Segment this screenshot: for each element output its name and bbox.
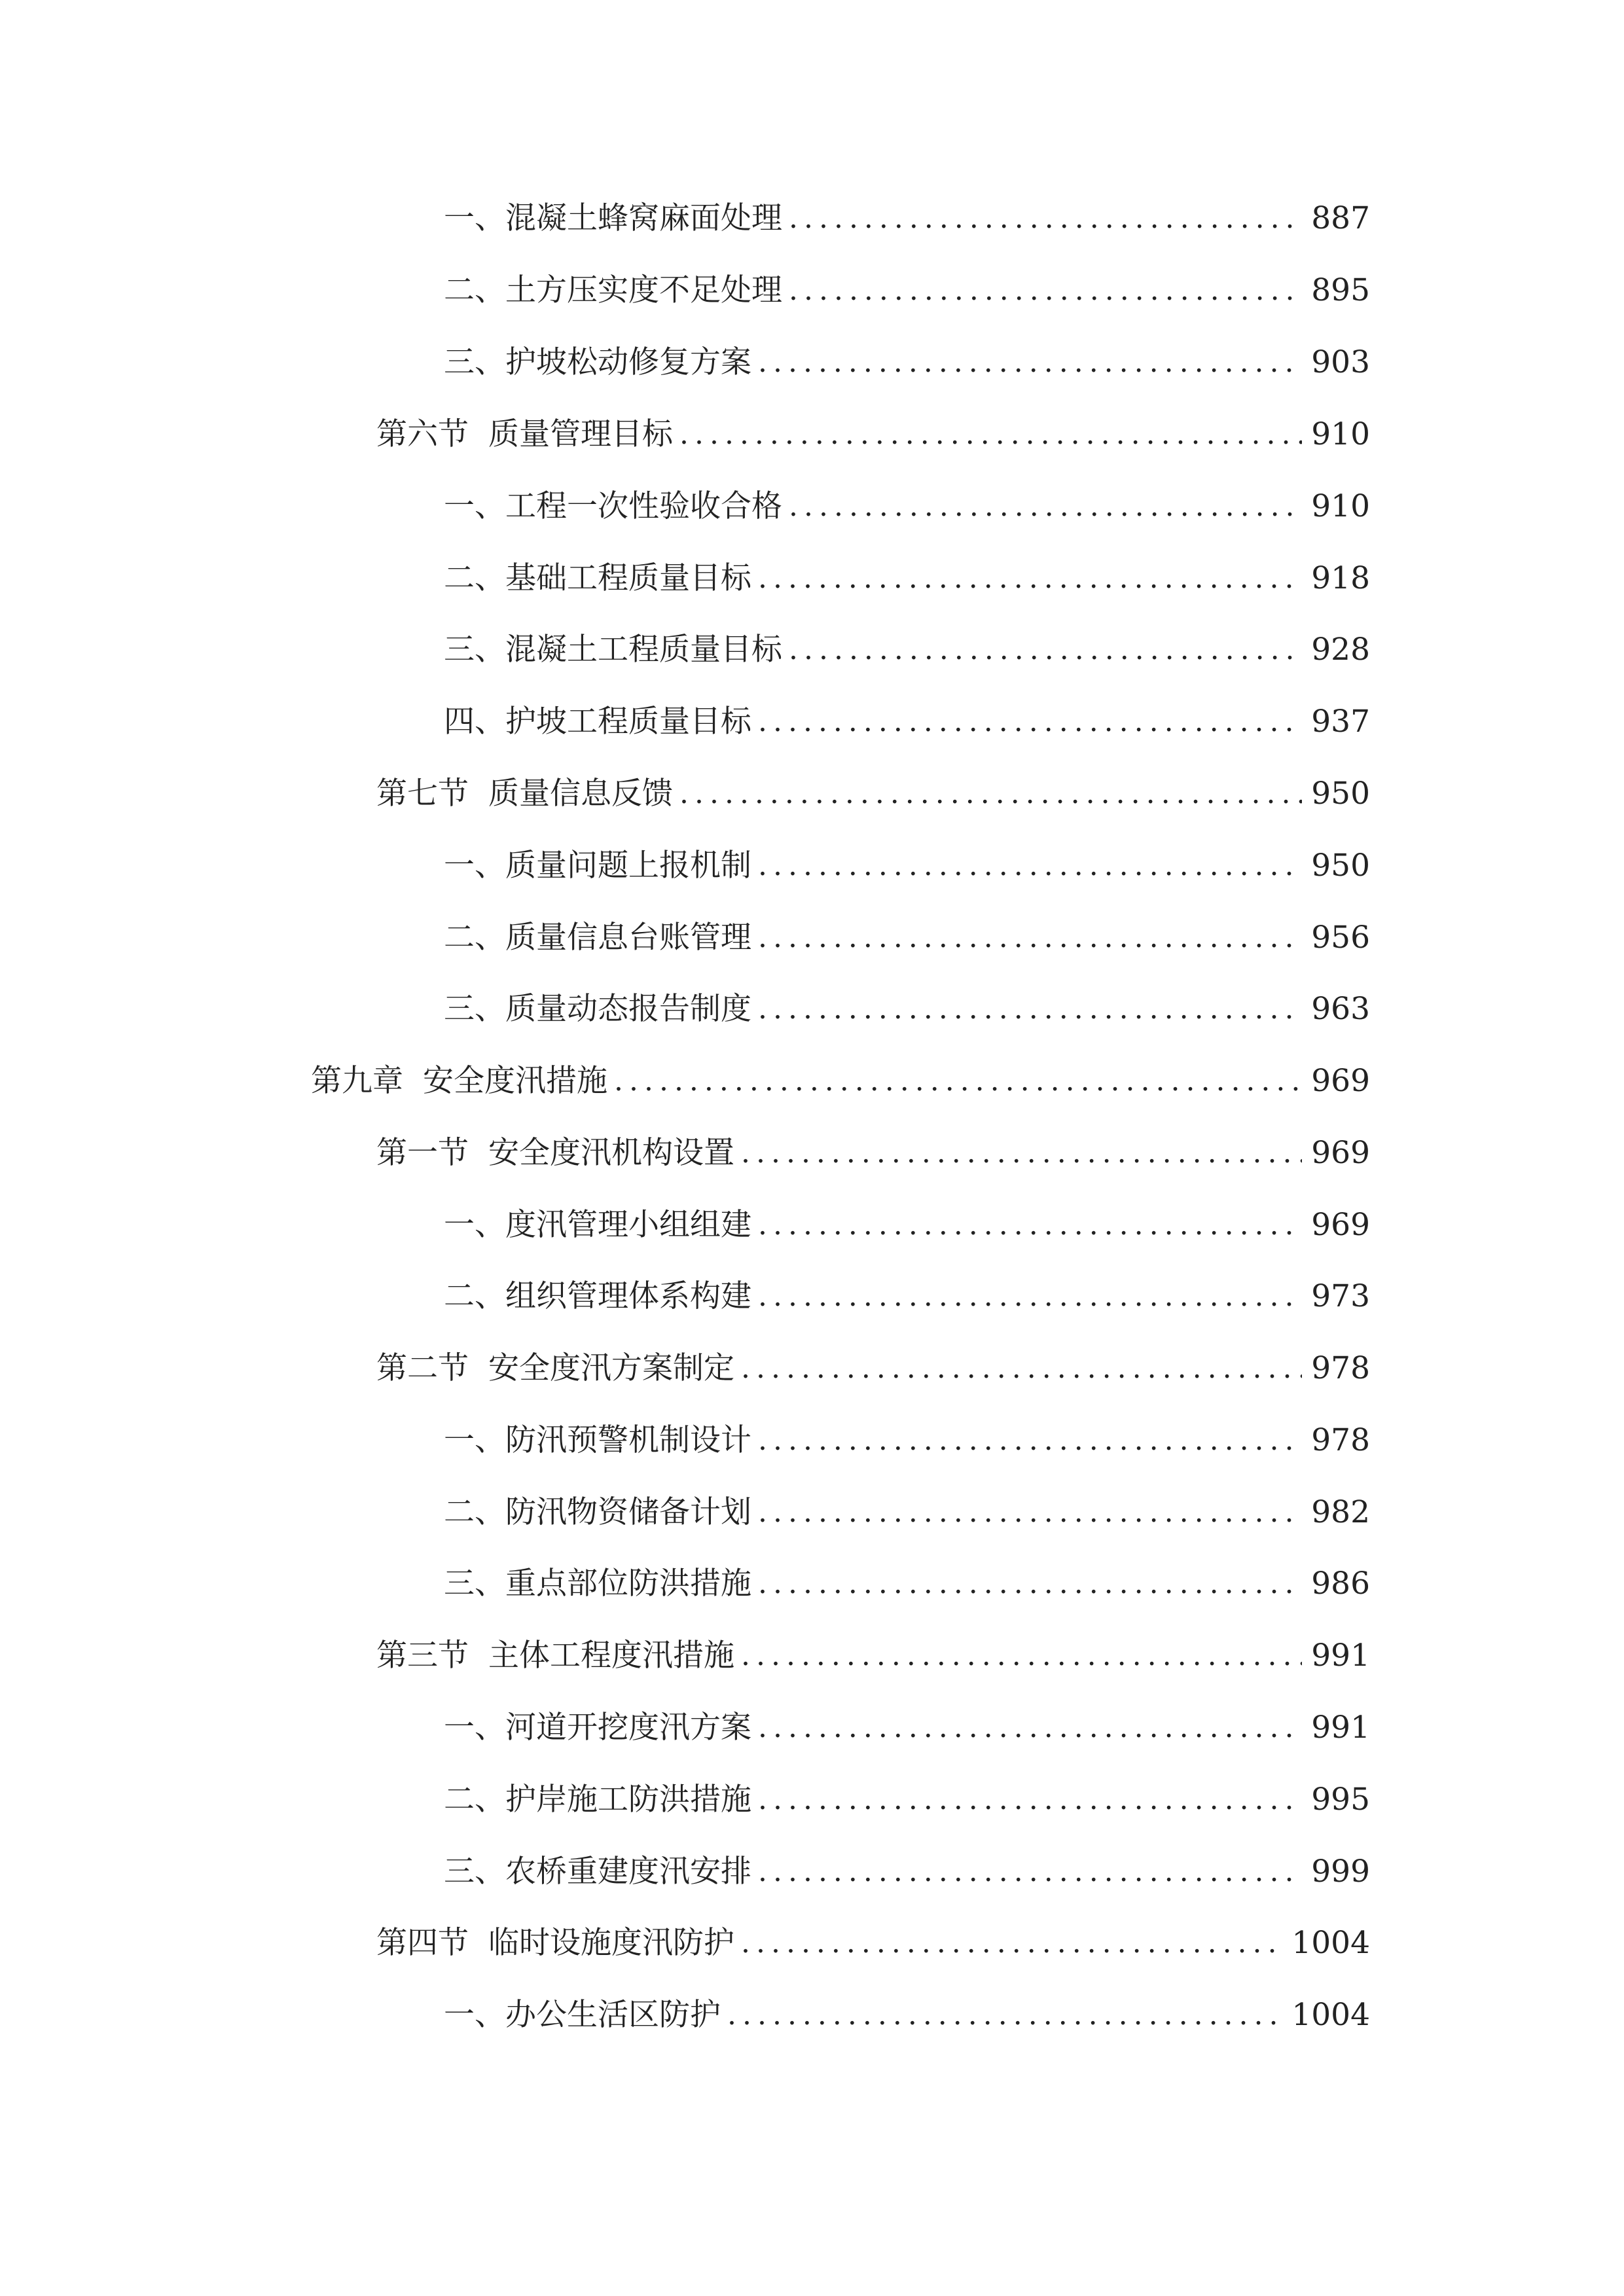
entry-title: 护坡工程质量目标 xyxy=(505,704,751,740)
dot-leader xyxy=(741,1342,1302,1395)
dot-leader xyxy=(758,336,1302,389)
dot-leader xyxy=(789,264,1302,317)
entry-title: 安全度汛方案制定 xyxy=(488,1350,734,1386)
entry-number: 二、 xyxy=(444,1494,505,1530)
entry-number: 第七节 xyxy=(376,776,469,812)
entry-page-number: 969 xyxy=(1311,1063,1370,1099)
toc-entry[interactable] xyxy=(444,624,1370,676)
entry-page-number: 969 xyxy=(1311,1135,1370,1171)
toc-entry[interactable] xyxy=(376,1342,1370,1395)
dot-leader xyxy=(741,1630,1302,1682)
toc-entry[interactable] xyxy=(444,1414,1370,1467)
dot-leader xyxy=(758,1199,1302,1251)
entry-page-number: 910 xyxy=(1311,416,1370,452)
entry-page-number: 973 xyxy=(1311,1278,1370,1314)
entry-title: 防汛物资储备计划 xyxy=(505,1494,751,1530)
entry-number: 三、 xyxy=(444,991,505,1027)
dot-leader xyxy=(758,1558,1302,1610)
dot-leader xyxy=(758,1774,1302,1826)
toc-entry[interactable] xyxy=(444,264,1370,317)
entry-page-number: 991 xyxy=(1311,1710,1370,1746)
entry-number: 四、 xyxy=(444,704,505,740)
entry-number: 第三节 xyxy=(376,1638,469,1674)
toc-entry[interactable] xyxy=(444,912,1370,964)
entry-page-number: 956 xyxy=(1311,920,1370,956)
entry-title: 防汛预警机制设计 xyxy=(505,1422,751,1458)
entry-page-number: 991 xyxy=(1311,1638,1370,1674)
toc-entry[interactable] xyxy=(444,1486,1370,1539)
dot-leader xyxy=(789,624,1302,676)
entry-title: 基础工程质量目标 xyxy=(505,560,751,596)
entry-number: 第二节 xyxy=(376,1350,469,1386)
entry-title: 质量动态报告制度 xyxy=(505,991,751,1027)
entry-page-number: 950 xyxy=(1311,776,1370,812)
toc-entry[interactable] xyxy=(444,696,1370,748)
entry-page-number: 910 xyxy=(1311,488,1370,524)
entry-page-number: 969 xyxy=(1311,1207,1370,1243)
toc-entry[interactable] xyxy=(444,1989,1370,2041)
entry-number: 第九章 xyxy=(311,1063,403,1099)
entry-title: 质量信息台账管理 xyxy=(505,920,751,956)
toc-entry[interactable] xyxy=(376,1917,1370,1969)
entry-title: 护坡松动修复方案 xyxy=(505,344,751,380)
entry-number: 第四节 xyxy=(376,1925,469,1961)
entry-page-number: 999 xyxy=(1311,1854,1370,1890)
entry-page-number: 978 xyxy=(1311,1422,1370,1458)
entry-page-number: 1004 xyxy=(1291,1925,1370,1961)
entry-page-number: 895 xyxy=(1311,272,1370,308)
entry-number: 一、 xyxy=(444,1710,505,1746)
entry-number: 三、 xyxy=(444,1566,505,1602)
toc-entry[interactable] xyxy=(444,480,1370,533)
entry-title: 主体工程度汛措施 xyxy=(488,1638,734,1674)
toc-entry[interactable] xyxy=(444,1702,1370,1754)
toc-entry[interactable] xyxy=(444,1199,1370,1251)
entry-page-number: 918 xyxy=(1311,560,1370,596)
entry-page-number: 928 xyxy=(1311,632,1370,668)
entry-title: 安全度汛机构设置 xyxy=(488,1135,734,1171)
entry-title: 安全度汛措施 xyxy=(423,1063,607,1099)
entry-title: 混凝土蜂窝麻面处理 xyxy=(505,200,782,236)
entry-title: 河道开挖度汛方案 xyxy=(505,1710,751,1746)
entry-title: 质量信息反馈 xyxy=(488,776,673,812)
entry-number: 第一节 xyxy=(376,1135,469,1171)
toc-entry[interactable] xyxy=(311,1055,1370,1107)
dot-leader xyxy=(758,1486,1302,1539)
dot-leader xyxy=(758,912,1302,964)
entry-number: 二、 xyxy=(444,272,505,308)
dot-leader xyxy=(789,192,1302,245)
toc-entry[interactable] xyxy=(444,840,1370,892)
toc-entry[interactable] xyxy=(444,336,1370,389)
toc-entry[interactable] xyxy=(376,768,1370,820)
toc-entry[interactable] xyxy=(376,1630,1370,1682)
dot-leader xyxy=(758,696,1302,748)
toc-entry[interactable] xyxy=(444,983,1370,1035)
entry-page-number: 995 xyxy=(1311,1782,1370,1818)
entry-title: 混凝土工程质量目标 xyxy=(505,632,782,668)
entry-number: 一、 xyxy=(444,1422,505,1458)
entry-page-number: 1004 xyxy=(1291,1997,1370,2033)
dot-leader xyxy=(758,983,1302,1035)
toc-entry[interactable] xyxy=(444,1558,1370,1610)
entry-title: 质量管理目标 xyxy=(488,416,673,452)
entry-number: 二、 xyxy=(444,1278,505,1314)
dot-leader xyxy=(679,768,1302,820)
toc-entry[interactable] xyxy=(376,1127,1370,1179)
entry-number: 二、 xyxy=(444,1782,505,1818)
dot-leader xyxy=(758,1702,1302,1754)
toc-entry[interactable] xyxy=(376,408,1370,461)
entry-page-number: 986 xyxy=(1311,1566,1370,1602)
dot-leader xyxy=(727,1989,1282,2041)
dot-leader xyxy=(758,552,1302,605)
dot-leader xyxy=(758,840,1302,892)
entry-title: 质量问题上报机制 xyxy=(505,848,751,884)
entry-number: 一、 xyxy=(444,1997,505,2033)
entry-title: 土方压实度不足处理 xyxy=(505,272,782,308)
entry-title: 临时设施度汛防护 xyxy=(488,1925,734,1961)
toc-entry[interactable] xyxy=(444,1774,1370,1826)
entry-number: 三、 xyxy=(444,1854,505,1890)
dot-leader xyxy=(758,1270,1302,1323)
dot-leader xyxy=(758,1846,1302,1898)
entry-page-number: 982 xyxy=(1311,1494,1370,1530)
entry-title: 重点部位防洪措施 xyxy=(505,1566,751,1602)
entry-page-number: 887 xyxy=(1311,200,1370,236)
entry-number: 三、 xyxy=(444,632,505,668)
dot-leader xyxy=(789,480,1302,533)
dot-leader xyxy=(614,1055,1302,1107)
entry-title: 护岸施工防洪措施 xyxy=(505,1782,751,1818)
entry-title: 办公生活区防护 xyxy=(505,1997,721,2033)
entry-number: 一、 xyxy=(444,200,505,236)
entry-number: 二、 xyxy=(444,560,505,596)
dot-leader xyxy=(741,1127,1302,1179)
toc-entry[interactable] xyxy=(444,1846,1370,1898)
toc-entry[interactable] xyxy=(444,192,1370,245)
entry-number: 一、 xyxy=(444,1207,505,1243)
entry-number: 三、 xyxy=(444,344,505,380)
entry-number: 一、 xyxy=(444,848,505,884)
entry-page-number: 978 xyxy=(1311,1350,1370,1386)
entry-page-number: 937 xyxy=(1311,704,1370,740)
dot-leader xyxy=(679,408,1302,461)
entry-title: 农桥重建度汛安排 xyxy=(505,1854,751,1890)
entry-number: 一、 xyxy=(444,488,505,524)
dot-leader xyxy=(758,1414,1302,1467)
entry-page-number: 963 xyxy=(1311,991,1370,1027)
entry-number: 二、 xyxy=(444,920,505,956)
entry-number: 第六节 xyxy=(376,416,469,452)
toc-entry[interactable] xyxy=(444,1270,1370,1323)
entry-title: 组织管理体系构建 xyxy=(505,1278,751,1314)
entry-title: 度汛管理小组组建 xyxy=(505,1207,751,1243)
dot-leader xyxy=(741,1917,1282,1969)
entry-page-number: 903 xyxy=(1311,344,1370,380)
entry-title: 工程一次性验收合格 xyxy=(505,488,782,524)
toc-entry[interactable] xyxy=(444,552,1370,605)
entry-page-number: 950 xyxy=(1311,848,1370,884)
